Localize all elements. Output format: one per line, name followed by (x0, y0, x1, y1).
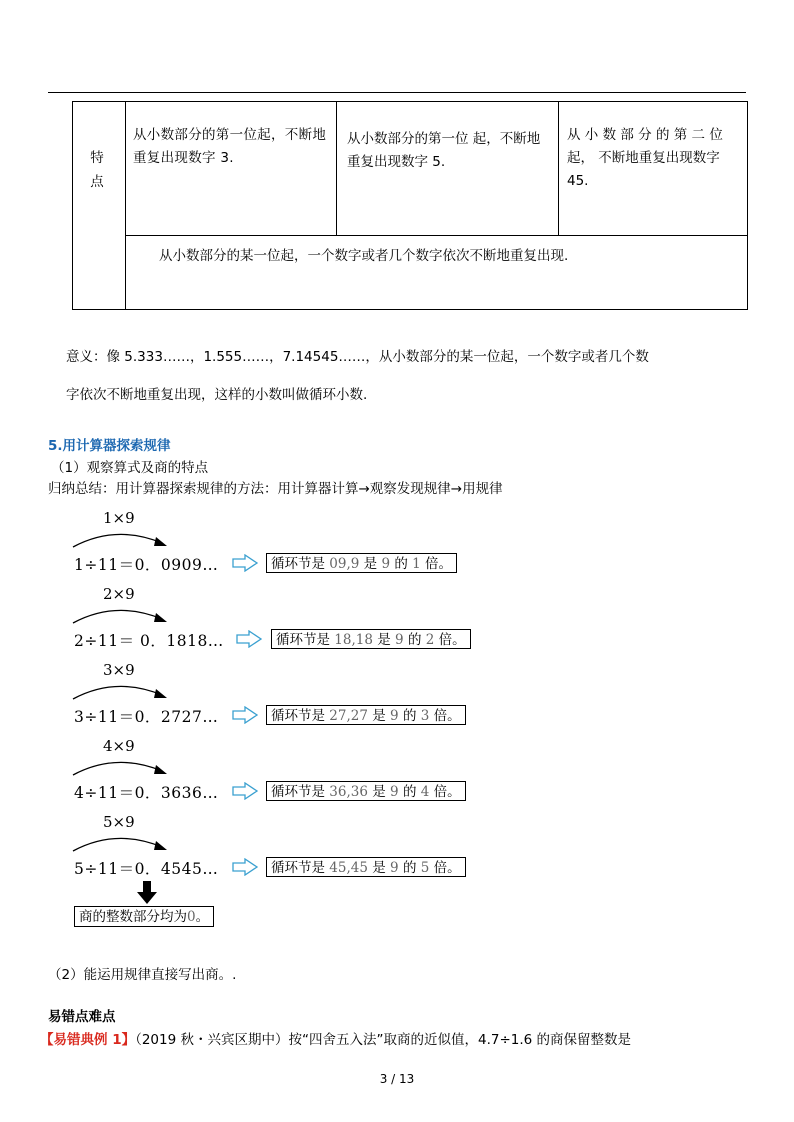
down-arrow-icon (137, 881, 157, 905)
right-arrow-icon (236, 630, 262, 648)
box-text: 是 (372, 784, 386, 800)
header-rule (48, 92, 746, 93)
cycle-box (266, 553, 457, 573)
nine-value: 9 (390, 708, 399, 724)
cell-repeat-5: 从小数部分的第一位 起，不断地重复出现数字 5. (347, 131, 541, 170)
nine-value: 9 (381, 556, 391, 572)
curved-arrow-icon (70, 679, 170, 701)
box-text: 倍。 (438, 632, 466, 648)
box-text: 倍。 (433, 708, 461, 724)
cell-merged: 从小数部分的某一位起，一个数字或者几个数字依次不断地重复出现. (159, 248, 569, 264)
division-equation: 1÷11＝0．0909… (74, 556, 219, 574)
curved-arrow-icon (70, 603, 170, 625)
right-arrow-icon (232, 782, 258, 800)
box-text: 的 (402, 860, 417, 876)
box-text: 。 (195, 909, 210, 925)
cycle-number: 27,27 (329, 708, 368, 724)
right-arrow-icon (232, 706, 258, 724)
zero-value: 0 (187, 909, 196, 925)
nine-value: 9 (390, 860, 399, 876)
box-text: 循环节是 (271, 784, 325, 800)
section-title: 5.用计算器探索规律 (48, 438, 171, 454)
box-text: 循环节是 (271, 708, 325, 724)
row-header: 特点 (90, 150, 104, 190)
right-arrow-icon (232, 554, 258, 572)
table-divider (336, 102, 337, 235)
multiplication-label: 3×9 (103, 661, 135, 679)
box-text: 商的整数部分均为 (79, 909, 187, 925)
table-divider (558, 102, 559, 235)
multiplication-label: 5×9 (103, 813, 135, 831)
box-text: 是 (372, 708, 386, 724)
box-text: 倍。 (433, 860, 461, 876)
characteristics-table (72, 101, 748, 310)
meaning-line-1: 意义：像 5.333……，1.555……，7.14545……，从小数部分的某一位起，一个数字或者几个数 (66, 349, 649, 365)
page-number: 3 / 13 (379, 1072, 415, 1086)
cycle-box (271, 629, 471, 649)
nine-value: 9 (395, 632, 404, 648)
table-divider (125, 235, 747, 236)
box-text: 是 (363, 556, 378, 572)
division-equation: 5÷11＝0．4545… (74, 860, 219, 878)
curved-arrow-icon (70, 527, 170, 549)
cycle-number: 45,45 (329, 860, 368, 876)
cycle-number: 09,9 (329, 556, 360, 572)
cycle-number: 36,36 (329, 784, 368, 800)
times-value: 3 (420, 708, 430, 724)
box-text: 是 (377, 632, 391, 648)
multiplication-label: 2×9 (103, 585, 135, 603)
right-arrow-icon (232, 858, 258, 876)
errors-title: 易错点难点 (48, 1009, 116, 1025)
cell-repeat-45: 从 小 数 部 分 的 第 二 位 起， 不断地重复出现数字 45. (567, 127, 723, 189)
summary-line: 归纳总结：用计算器探索规律的方法：用计算器计算→观察发现规律→用规律 (48, 481, 503, 497)
curved-arrow-icon (70, 831, 170, 853)
cycle-box (266, 857, 466, 877)
error-example-text: （2019 秋・兴宾区期中）按“四舍五入法”取商的近似值，4.7÷1.6 的商保留整数是 (135, 1032, 632, 1048)
box-text: 的 (402, 708, 417, 724)
cell-repeat-3: 从小数部分的第一位起，不断地重复出现数字 3. (133, 127, 327, 166)
times-value: 1 (412, 556, 421, 572)
integer-part-box (74, 906, 214, 927)
multiplication-label: 1×9 (103, 509, 135, 527)
table-divider (125, 102, 126, 309)
subsection-1: （1）观察算式及商的特点 (51, 460, 209, 476)
times-value: 5 (420, 860, 430, 876)
cycle-box (266, 705, 466, 725)
division-equation: 3÷11＝0．2727… (74, 708, 219, 726)
meaning-line-2: 字依次不断地重复出现，这样的小数叫做循环小数. (66, 387, 368, 403)
box-text: 的 (407, 632, 422, 648)
error-example-tag: 【易错典例 1】 (40, 1032, 136, 1048)
division-equation: 2÷11＝ 0．1818… (74, 632, 224, 650)
times-value: 2 (425, 632, 435, 648)
box-text: 的 (394, 556, 408, 572)
times-value: 4 (420, 784, 430, 800)
cycle-box (266, 781, 466, 801)
curved-arrow-icon (70, 755, 170, 777)
cycle-number: 18,18 (334, 632, 373, 648)
box-text: 循环节是 (271, 860, 325, 876)
box-text: 倍。 (425, 556, 453, 572)
error-example-line (40, 1028, 631, 1048)
box-text: 的 (402, 784, 417, 800)
nine-value: 9 (390, 784, 399, 800)
box-text: 循环节是 (271, 556, 325, 572)
multiplication-label: 4×9 (103, 737, 135, 755)
subsection-2: （2）能运用规律直接写出商。. (48, 967, 237, 983)
box-text: 循环节是 (276, 632, 330, 648)
box-text: 是 (372, 860, 386, 876)
division-equation: 4÷11＝0．3636… (74, 784, 219, 802)
box-text: 倍。 (433, 784, 461, 800)
